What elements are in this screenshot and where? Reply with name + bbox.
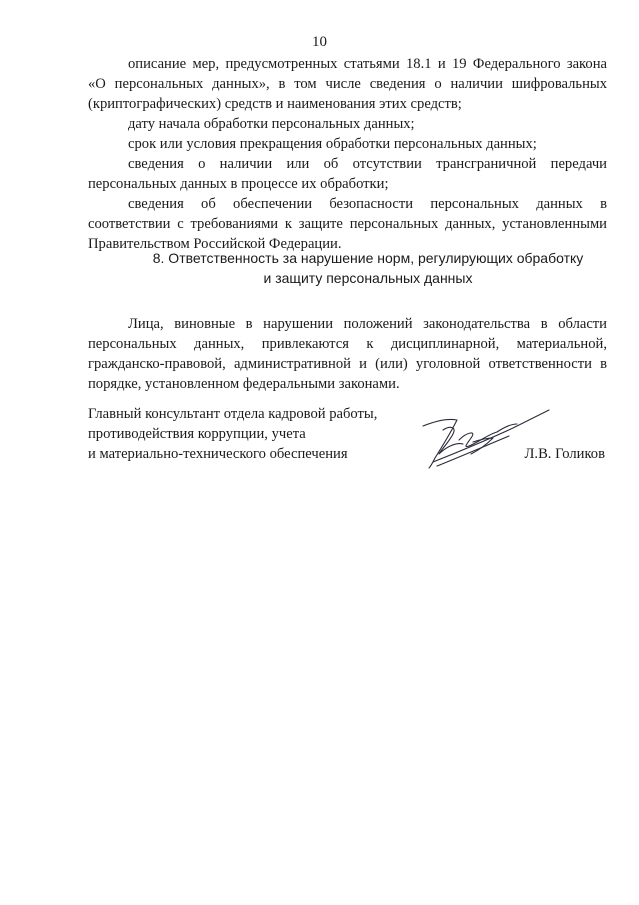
list-item: срок или условия прекращения обработки персональных данных; — [128, 136, 537, 152]
liability-paragraph: Лица, виновные в нарушении положений законодательства в области персональных данных, привлекаются к дисциплинарной, материальной, гражданско-правовой, административной и (или) уголовной ответственности в порядке, установленном федеральными законами. — [88, 316, 607, 392]
signatory-position-line: и материально-технического обеспечения — [88, 446, 348, 462]
list-item: дату начала обработки персональных данных; — [128, 116, 415, 132]
list-item: описание мер, предусмотренных статьями 18.1 и 19 Федерального закона «О персональных данных», в том числе сведения о наличии шифровальных (криптографических) средств и наименования этих средств; — [88, 56, 607, 112]
section-heading-line: 8. Ответственность за нарушение норм, регулирующих обработку — [152, 250, 584, 266]
data-list — [88, 54, 607, 254]
section-heading — [88, 248, 639, 288]
signatory-position-line: противодействия коррупции, учета — [88, 426, 306, 442]
list-item: сведения о наличии или об отсутствии трансграничной передачи персональных данных в процессе их обработки; — [88, 156, 607, 192]
signature-block — [88, 404, 618, 484]
list-item: сведения об обеспечении безопасности персональных данных в соответствии с требованиями к защите персональных данных, установленными Правительством Российской Федерации. — [88, 196, 607, 252]
page-number: 10 — [312, 34, 327, 50]
signatory-position-line: Главный консультант отдела кадровой работы, — [88, 406, 378, 422]
signatory-name: Л.В. Голиков — [524, 446, 605, 462]
liability-section — [88, 314, 607, 394]
section-heading-line: и защиту персональных данных — [263, 270, 473, 286]
